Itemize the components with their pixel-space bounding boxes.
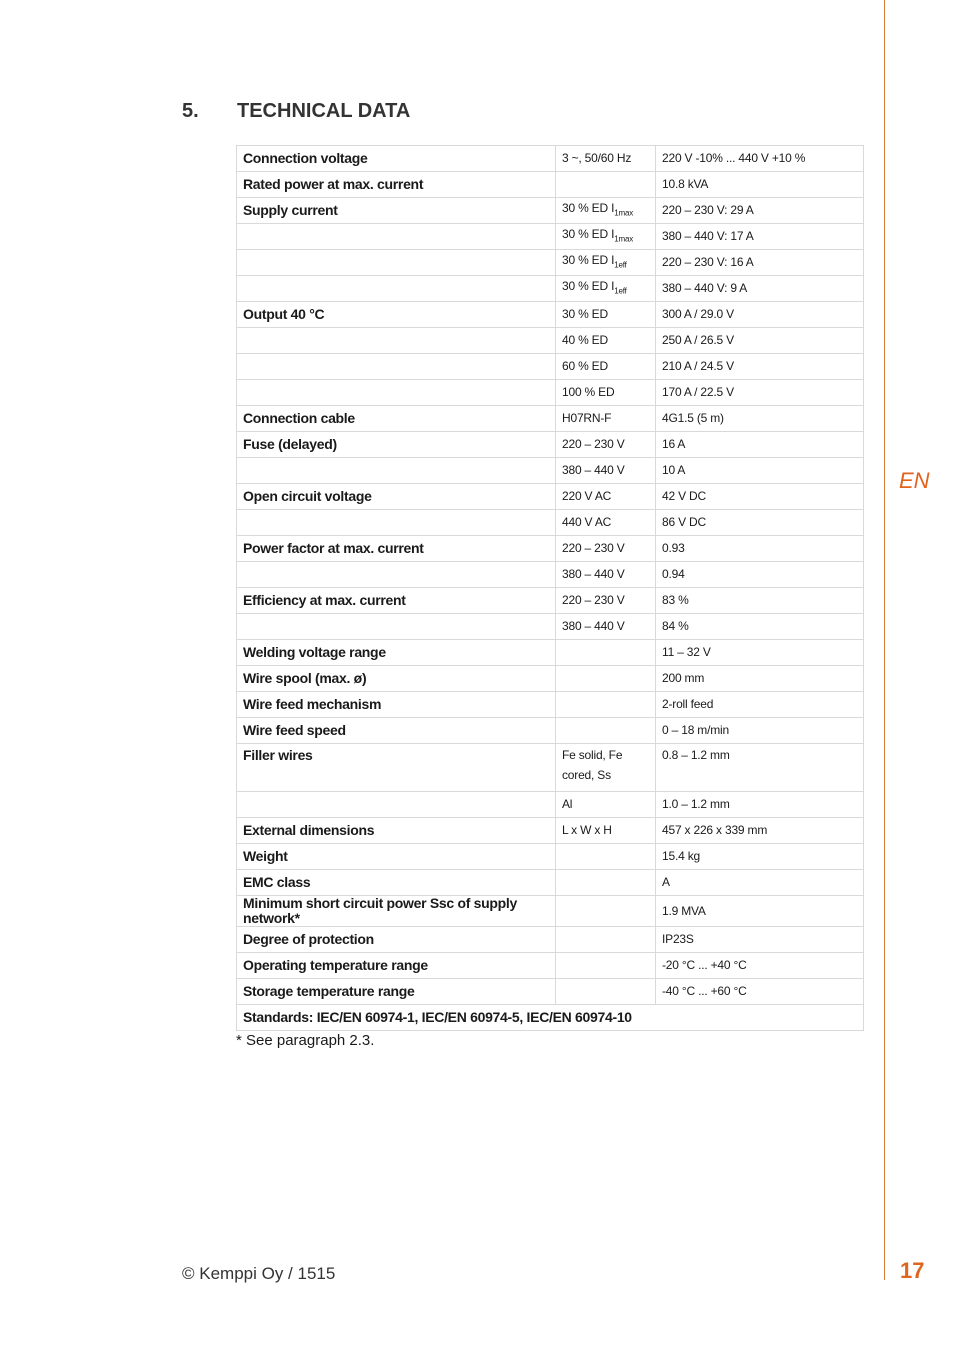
row-condition: L x W x H <box>556 818 656 844</box>
row-value: IP23S <box>656 927 864 953</box>
row-value: -20 °C ... +40 °C <box>656 953 864 979</box>
table-row <box>237 844 864 870</box>
row-condition: 220 – 230 V <box>556 432 656 458</box>
row-value: 86 V DC <box>656 510 864 536</box>
row-condition: 30 % ED <box>556 302 656 328</box>
row-value: 0.93 <box>656 536 864 562</box>
row-value: 380 – 440 V: 9 A <box>656 276 864 302</box>
row-label: Minimum short circuit power Ssc of supply network* <box>237 896 556 927</box>
table-row <box>237 744 864 792</box>
row-value: 11 – 32 V <box>656 640 864 666</box>
row-label: Connection cable <box>237 406 556 432</box>
table-row <box>237 146 864 172</box>
row-value: 42 V DC <box>656 484 864 510</box>
row-condition <box>556 718 656 744</box>
row-value: 457 x 226 x 339 mm <box>656 818 864 844</box>
table-row <box>237 250 864 276</box>
table-row <box>237 458 864 484</box>
table-row <box>237 432 864 458</box>
condition-text: 30 % ED I <box>562 252 615 267</box>
row-label: Rated power at max. current <box>237 172 556 198</box>
table-row <box>237 666 864 692</box>
standards-text: Standards: IEC/EN 60974-1, IEC/EN 60974-5, IEC/EN 60974-10 <box>237 1005 864 1031</box>
row-condition <box>556 927 656 953</box>
table-row <box>237 276 864 302</box>
table-row <box>237 953 864 979</box>
row-condition: 380 – 440 V <box>556 458 656 484</box>
row-label <box>237 250 556 276</box>
row-condition: 380 – 440 V <box>556 614 656 640</box>
section-heading <box>182 100 410 123</box>
row-value: 300 A / 29.0 V <box>656 302 864 328</box>
table-row <box>237 818 864 844</box>
table-row <box>237 380 864 406</box>
row-value: 2-roll feed <box>656 692 864 718</box>
condition-text: 30 % ED I <box>562 200 615 215</box>
row-condition <box>556 692 656 718</box>
row-condition <box>556 172 656 198</box>
row-condition: Fe solid, Fe cored, Ss <box>556 744 656 792</box>
row-condition: 220 – 230 V <box>556 588 656 614</box>
row-label: Weight <box>237 844 556 870</box>
table-row <box>237 896 864 927</box>
row-condition <box>556 953 656 979</box>
row-label: Output 40 °C <box>237 302 556 328</box>
row-value: 210 A / 24.5 V <box>656 354 864 380</box>
table-row <box>237 198 864 224</box>
row-value: A <box>656 870 864 896</box>
table-row <box>237 510 864 536</box>
condition-subscript: 1eff <box>614 260 627 270</box>
condition-subscript: 1eff <box>614 286 627 296</box>
row-label <box>237 328 556 354</box>
row-value: 1.9 MVA <box>656 896 864 927</box>
row-condition <box>556 276 656 302</box>
row-condition: 60 % ED <box>556 354 656 380</box>
row-condition: 3 ~, 50/60 Hz <box>556 146 656 172</box>
footnote: * See paragraph 2.3. <box>236 1032 375 1049</box>
row-label: Supply current <box>237 198 556 224</box>
row-value: 250 A / 26.5 V <box>656 328 864 354</box>
row-label: Welding voltage range <box>237 640 556 666</box>
row-label: Operating temperature range <box>237 953 556 979</box>
row-condition: 440 V AC <box>556 510 656 536</box>
table-row <box>237 640 864 666</box>
row-label: Connection voltage <box>237 146 556 172</box>
table-row <box>237 536 864 562</box>
row-value: 10.8 kVA <box>656 172 864 198</box>
margin-divider-line <box>884 0 885 1280</box>
row-value: 10 A <box>656 458 864 484</box>
language-marker: EN <box>899 468 930 493</box>
row-value: 4G1.5 (5 m) <box>656 406 864 432</box>
standards-row <box>237 1005 864 1031</box>
table-row <box>237 302 864 328</box>
row-label: Open circuit voltage <box>237 484 556 510</box>
row-value: 220 – 230 V: 29 A <box>656 198 864 224</box>
row-condition: 220 V AC <box>556 484 656 510</box>
table-row <box>237 792 864 818</box>
row-value: 84 % <box>656 614 864 640</box>
row-label: EMC class <box>237 870 556 896</box>
row-value: 0 – 18 m/min <box>656 718 864 744</box>
row-label <box>237 380 556 406</box>
row-label: External dimensions <box>237 818 556 844</box>
table-row <box>237 718 864 744</box>
table-row <box>237 614 864 640</box>
table-row <box>237 927 864 953</box>
table-row <box>237 224 864 250</box>
row-value: 0.8 – 1.2 mm <box>656 744 864 792</box>
row-value: 83 % <box>656 588 864 614</box>
row-label <box>237 562 556 588</box>
row-value: 16 A <box>656 432 864 458</box>
section-number: 5. <box>182 100 199 122</box>
section-title: TECHNICAL DATA <box>237 100 411 122</box>
row-label <box>237 510 556 536</box>
table-row <box>237 354 864 380</box>
row-label <box>237 792 556 818</box>
page-number: 17 <box>900 1258 925 1283</box>
table-row <box>237 406 864 432</box>
table-row <box>237 588 864 614</box>
row-label: Fuse (delayed) <box>237 432 556 458</box>
row-label: Storage temperature range <box>237 979 556 1005</box>
row-value: 220 – 230 V: 16 A <box>656 250 864 276</box>
row-value: 1.0 – 1.2 mm <box>656 792 864 818</box>
row-label: Wire feed mechanism <box>237 692 556 718</box>
table-row <box>237 172 864 198</box>
row-value: -40 °C ... +60 °C <box>656 979 864 1005</box>
row-label <box>237 276 556 302</box>
row-label <box>237 614 556 640</box>
condition-subscript: 1max <box>614 208 633 218</box>
row-label <box>237 354 556 380</box>
row-label: Efficiency at max. current <box>237 588 556 614</box>
table-row <box>237 870 864 896</box>
condition-text: 30 % ED I <box>562 278 615 293</box>
row-value: 380 – 440 V: 17 A <box>656 224 864 250</box>
row-label: Filler wires <box>237 744 556 792</box>
condition-text: 30 % ED I <box>562 226 615 241</box>
row-condition: H07RN-F <box>556 406 656 432</box>
row-condition: 100 % ED <box>556 380 656 406</box>
row-condition: Al <box>556 792 656 818</box>
table-row <box>237 328 864 354</box>
row-condition <box>556 640 656 666</box>
row-label <box>237 458 556 484</box>
row-condition <box>556 979 656 1005</box>
row-condition <box>556 250 656 276</box>
row-label: Wire spool (max. ø) <box>237 666 556 692</box>
row-condition <box>556 198 656 224</box>
row-value: 200 mm <box>656 666 864 692</box>
copyright-footer: © Kemppi Oy / 1515 <box>182 1264 336 1283</box>
row-value: 220 V -10% ... 440 V +10 % <box>656 146 864 172</box>
row-condition: 220 – 230 V <box>556 536 656 562</box>
row-condition <box>556 870 656 896</box>
table-row <box>237 562 864 588</box>
table-row <box>237 484 864 510</box>
table-row <box>237 692 864 718</box>
row-value: 170 A / 22.5 V <box>656 380 864 406</box>
row-label: Wire feed speed <box>237 718 556 744</box>
row-value: 0.94 <box>656 562 864 588</box>
row-condition: 40 % ED <box>556 328 656 354</box>
row-condition: 380 – 440 V <box>556 562 656 588</box>
row-label <box>237 224 556 250</box>
row-condition <box>556 896 656 927</box>
row-value: 15.4 kg <box>656 844 864 870</box>
condition-subscript: 1max <box>614 234 633 244</box>
row-condition <box>556 224 656 250</box>
technical-data-table <box>236 145 864 1031</box>
row-condition <box>556 666 656 692</box>
row-label: Degree of protection <box>237 927 556 953</box>
row-condition <box>556 844 656 870</box>
table-row <box>237 979 864 1005</box>
row-label: Power factor at max. current <box>237 536 556 562</box>
